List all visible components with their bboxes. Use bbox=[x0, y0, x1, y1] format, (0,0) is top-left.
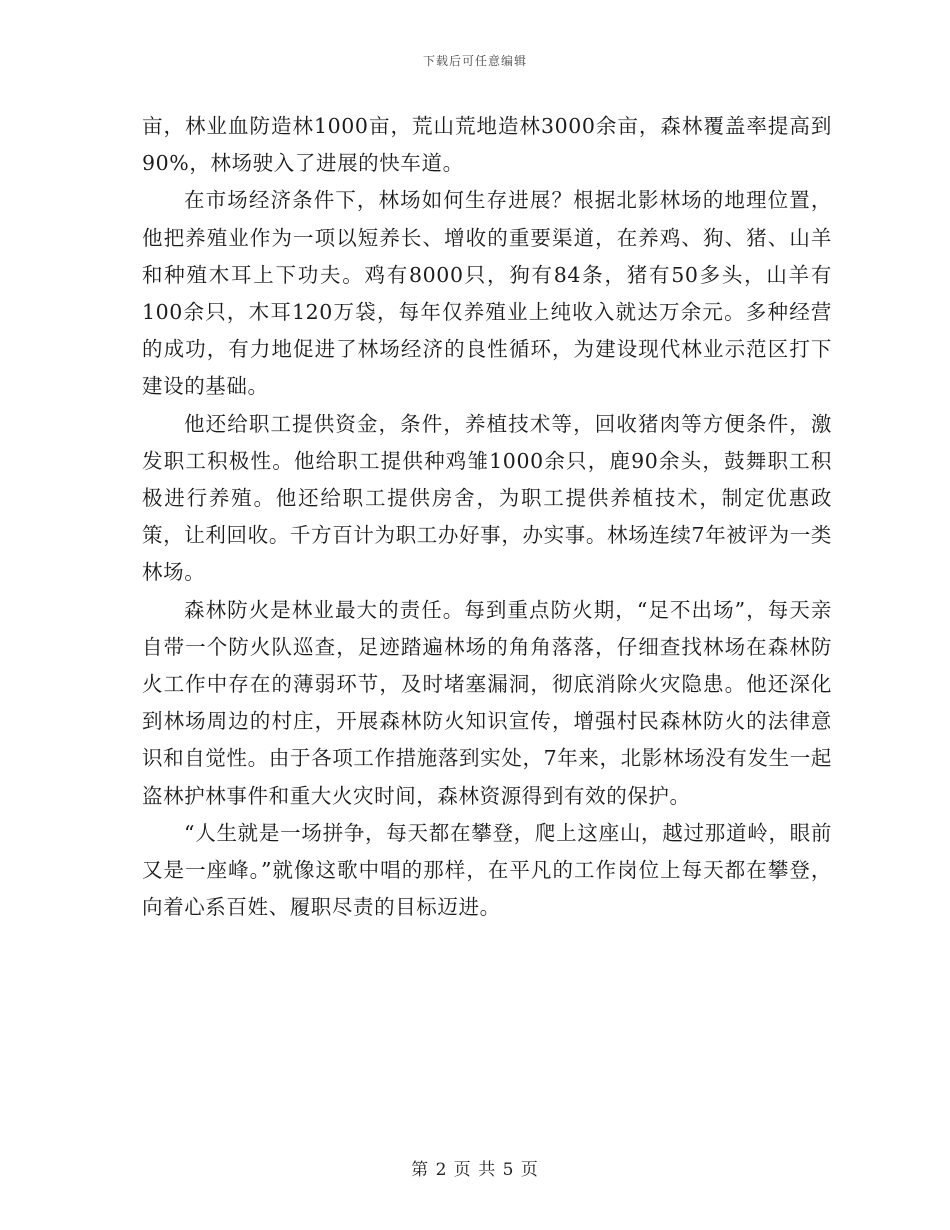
page-header-note: 下载后可任意编辑 bbox=[422, 54, 527, 68]
page-number-footer: 第 2 页 共 5 页 bbox=[411, 1160, 539, 1180]
paragraph-continuation: 亩，林业血防造林1000亩，荒山荒地造林3000余亩，森林覆盖率提高到90%，林场驶入了进展的快车道。 bbox=[142, 114, 832, 176]
document-body bbox=[142, 108, 832, 926]
paragraph-staff-support: 他还给职工提供资金，条件，养植技术等，回收猪肉等方便条件，激发职工积极性。他给职工提供种鸡雏1000余只，鹿90余头，鼓舞职工积极进行养殖。他还给职工提供房舍，为职工提供养植技术，制定优惠政策，让利回收。千方百计为职工办好事，办实事。林场连续7年被评为一类林场。 bbox=[142, 411, 832, 585]
paragraph-closing-quote: “人生就是一场拼争，每天都在攀登，爬上这座山，越过那道岭，眼前又是一座峰。”就像这歌中唱的那样，在平凡的工作岗位上每天都在攀登，向着心系百姓、履职尽责的目标迈进。 bbox=[142, 820, 832, 920]
paragraph-market-economy: 在市场经济条件下，林场如何生存进展？根据北影林场的地理位置，他把养殖业作为一项以短养长、增收的重要渠道，在养鸡、狗、猪、山羊和种殖木耳上下功夫。鸡有8000只，狗有84条，猪有50多头，山羊有100余只，木耳120万袋，每年仅养殖业上纯收入就达万余元。多种经营的成功，有力地促进了林场经济的良性循环，为建设现代林业示范区打下建设的基础。 bbox=[142, 188, 832, 399]
paragraph-fire-prevention: 森林防火是林业最大的责任。每到重点防火期，“足不出场”，每天亲自带一个防火队巡查，足迹踏遍林场的角角落落，仔细查找林场在森林防火工作中存在的薄弱环节，及时堵塞漏洞，彻底消除火灾隐患。他还深化到林场周边的村庄，开展森林防火知识宣传，增强村民森林防火的法律意识和自觉性。由于各项工作措施落到实处，7年来，北影林场没有发生一起盗林护林事件和重大火灾时间，森林资源得到有效的保护。 bbox=[142, 597, 832, 808]
